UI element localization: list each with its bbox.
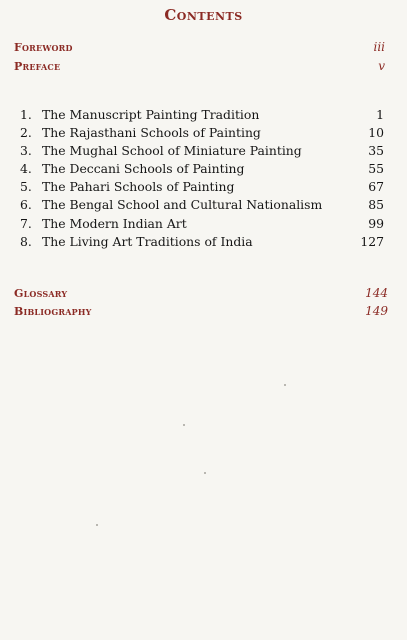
chapter-page: 55 bbox=[368, 161, 384, 177]
toc-entry-page: 149 bbox=[365, 304, 388, 318]
toc-entry-page: 144 bbox=[365, 286, 388, 300]
chapter-title: The Modern Indian Art bbox=[42, 215, 187, 231]
chapter-number: 6. bbox=[20, 197, 32, 213]
toc-entry-page: iii bbox=[373, 40, 385, 54]
chapter-row[interactable] bbox=[20, 143, 384, 161]
chapter-page: 1 bbox=[376, 107, 384, 122]
chapter-page: 67 bbox=[368, 179, 384, 195]
chapter-row[interactable] bbox=[20, 179, 384, 197]
toc-entry-label: Preface bbox=[14, 60, 61, 73]
paper-speck bbox=[96, 524, 98, 526]
chapter-number: 5. bbox=[20, 179, 32, 195]
chapter-row[interactable] bbox=[20, 125, 384, 143]
toc-entry-bibliography[interactable] bbox=[14, 304, 388, 318]
toc-entry-label: Glossary bbox=[14, 287, 68, 300]
chapter-row[interactable] bbox=[20, 234, 384, 252]
paper-speck bbox=[204, 472, 206, 474]
chapter-list bbox=[20, 107, 384, 252]
chapter-number: 2. bbox=[20, 125, 32, 141]
chapter-title: The Deccani Schools of Painting bbox=[42, 161, 245, 177]
chapter-page: 10 bbox=[368, 125, 384, 141]
chapter-title: The Rajasthani Schools of Painting bbox=[42, 125, 261, 141]
chapter-number: 4. bbox=[20, 161, 32, 177]
chapter-page: 85 bbox=[368, 197, 384, 213]
chapter-number: 1. bbox=[20, 107, 32, 122]
chapter-title: The Living Art Traditions of India bbox=[42, 233, 253, 249]
chapter-number: 8. bbox=[20, 233, 32, 249]
chapter-title: The Mughal School of Miniature Painting bbox=[42, 143, 302, 159]
toc-entry-preface[interactable] bbox=[14, 59, 388, 73]
chapter-page: 127 bbox=[360, 233, 384, 249]
chapter-title: The Pahari Schools of Painting bbox=[42, 179, 235, 195]
toc-entry-page: v bbox=[378, 59, 385, 73]
chapter-number: 3. bbox=[20, 143, 32, 159]
chapter-row[interactable] bbox=[20, 107, 384, 125]
chapter-row[interactable] bbox=[20, 197, 384, 215]
page-title: Contents bbox=[164, 6, 243, 24]
chapter-page: 99 bbox=[368, 215, 384, 231]
toc-entry-label: Foreword bbox=[14, 41, 73, 54]
paper-speck bbox=[183, 424, 185, 426]
chapter-row[interactable] bbox=[20, 216, 384, 234]
paper-speck bbox=[284, 384, 286, 386]
chapter-title: The Manuscript Painting Tradition bbox=[42, 107, 260, 122]
toc-entry-glossary[interactable] bbox=[14, 286, 388, 300]
toc-entry-label: Bibliography bbox=[14, 305, 92, 318]
chapter-title: The Bengal School and Cultural Nationalism bbox=[42, 197, 323, 213]
chapter-row[interactable] bbox=[20, 161, 384, 179]
chapter-number: 7. bbox=[20, 215, 32, 231]
chapter-page: 35 bbox=[368, 143, 384, 159]
toc-entry-foreword[interactable] bbox=[14, 40, 388, 54]
